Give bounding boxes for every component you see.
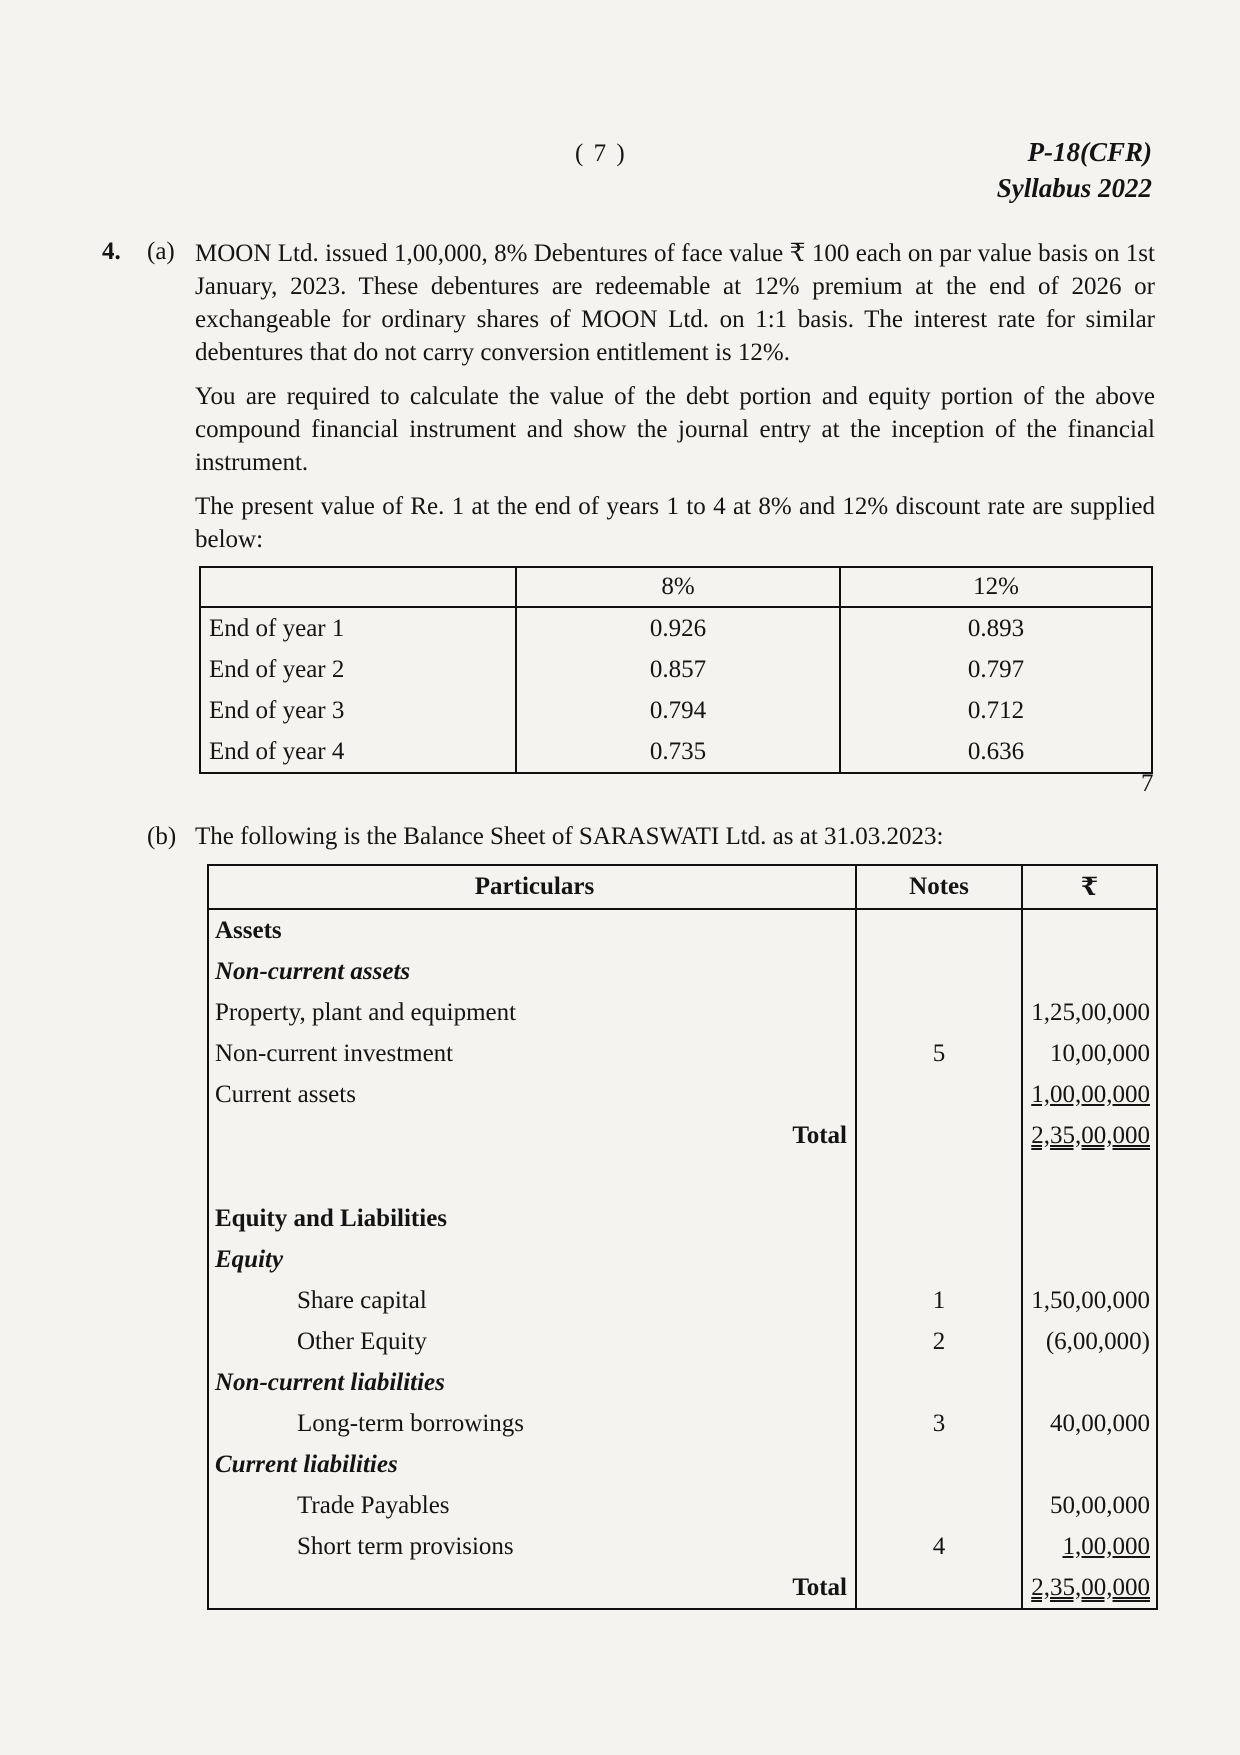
part-b-label: (b) — [147, 823, 177, 850]
noncurrent-liabilities-heading: Non-current liabilities — [208, 1362, 856, 1403]
current-assets-note — [856, 1074, 1022, 1115]
pv-header-8pct: 8% — [516, 567, 840, 607]
share-capital-label: Share capital — [208, 1280, 856, 1321]
question-number: 4. — [102, 238, 121, 265]
bs-header-row — [208, 865, 1157, 909]
table-row — [208, 1362, 1157, 1403]
pv-table-header — [200, 567, 1152, 607]
table-row — [208, 1156, 1157, 1198]
pv-year-label: End of year 3 — [200, 690, 516, 731]
balance-sheet-table — [207, 864, 1158, 1610]
assets-total-label: Total — [208, 1115, 856, 1156]
liab-total-label: Total — [208, 1567, 856, 1609]
stp-amount: 1,00,000 — [1062, 1532, 1150, 1560]
pv-value-8pct: 0.926 — [516, 607, 840, 649]
other-equity-label: Other Equity — [208, 1321, 856, 1362]
table-row — [208, 909, 1157, 951]
current-assets-label: Current assets — [208, 1074, 856, 1115]
bs-header-notes: Notes — [856, 865, 1022, 909]
other-equity-amount: (6,00,000) — [1022, 1321, 1157, 1362]
pv-value-12pct: 0.636 — [840, 731, 1152, 773]
paper-code: P-18(CFR) — [1027, 137, 1152, 167]
present-value-table — [199, 566, 1153, 774]
equity-liabilities-heading: Equity and Liabilities — [208, 1198, 856, 1239]
pv-value-8pct: 0.857 — [516, 649, 840, 690]
pv-value-8pct: 0.794 — [516, 690, 840, 731]
table-row — [208, 1239, 1157, 1280]
pv-value-8pct: 0.735 — [516, 731, 840, 773]
nci-amount: 10,00,000 — [1022, 1033, 1157, 1074]
table-row — [208, 1485, 1157, 1526]
pv-value-12pct: 0.797 — [840, 649, 1152, 690]
ltb-note: 3 — [856, 1403, 1022, 1444]
part-b-intro: The following is the Balance Sheet of SARASWATI Ltd. as at 31.03.2023: — [195, 823, 944, 850]
pv-value-12pct: 0.712 — [840, 690, 1152, 731]
marks-part-a: 7 — [1141, 770, 1154, 797]
equity-heading: Equity — [208, 1239, 856, 1280]
assets-total-amount: 2,35,00,000 — [1031, 1121, 1150, 1149]
stp-label: Short term provisions — [208, 1526, 856, 1567]
trade-payables-amount: 50,00,000 — [1022, 1485, 1157, 1526]
ppe-label: Property, plant and equipment — [208, 992, 856, 1033]
table-row — [208, 1403, 1157, 1444]
other-equity-note: 2 — [856, 1321, 1022, 1362]
table-row — [208, 1321, 1157, 1362]
paper-header — [997, 134, 1152, 206]
table-row — [208, 951, 1157, 992]
ltb-label: Long-term borrowings — [208, 1403, 856, 1444]
trade-payables-note — [856, 1485, 1022, 1526]
current-assets-amount: 1,00,00,000 — [1031, 1080, 1150, 1108]
table-row — [208, 1115, 1157, 1156]
pv-value-12pct: 0.893 — [840, 607, 1152, 649]
part-a-paragraph-2: You are required to calculate the value of the debt portion and equity portion of the above compound financial instrument and show the journal entry at the inception of the financial instrument. — [195, 383, 1155, 476]
table-row — [208, 1033, 1157, 1074]
ltb-amount: 40,00,000 — [1022, 1403, 1157, 1444]
nci-label: Non-current investment — [208, 1033, 856, 1074]
share-capital-amount: 1,50,00,000 — [1022, 1280, 1157, 1321]
ppe-note — [856, 992, 1022, 1033]
table-row — [208, 1526, 1157, 1567]
share-capital-note: 1 — [856, 1280, 1022, 1321]
pv-year-label: End of year 1 — [200, 607, 516, 649]
part-a-label: (a) — [147, 238, 175, 265]
pv-year-label: End of year 4 — [200, 731, 516, 773]
table-row — [200, 607, 1152, 649]
ppe-amount: 1,25,00,000 — [1022, 992, 1157, 1033]
table-row — [200, 690, 1152, 731]
part-a-paragraph-3: The present value of Re. 1 at the end of years 1 to 4 at 8% and 12% discount rate are supplied below: — [195, 493, 1155, 553]
noncurrent-assets-heading: Non-current assets — [208, 951, 856, 992]
table-row — [200, 731, 1152, 773]
table-row — [200, 649, 1152, 690]
pv-header-blank — [200, 567, 516, 607]
pv-header-12pct: 12% — [840, 567, 1152, 607]
table-row — [208, 1444, 1157, 1485]
liab-total-amount: 2,35,00,000 — [1031, 1573, 1150, 1601]
nci-note: 5 — [856, 1033, 1022, 1074]
table-row — [208, 1198, 1157, 1239]
page-number: ( 7 ) — [575, 140, 627, 167]
trade-payables-label: Trade Payables — [208, 1485, 856, 1526]
table-row — [208, 992, 1157, 1033]
syllabus-label: Syllabus 2022 — [996, 173, 1152, 203]
table-row — [208, 1567, 1157, 1609]
bs-header-amount: ₹ — [1022, 865, 1157, 909]
assets-heading: Assets — [208, 909, 856, 951]
part-a-paragraph-1: MOON Ltd. issued 1,00,000, 8% Debentures of face value ₹ 100 each on par value basis on 1st January, 2023. These debentures are redeemable at 12% premium at the end of 2026 or exchangeable for ordinary shares of MOON Ltd. on 1:1 basis. The interest rate for similar debentures that do not carry conversion entitlement is 12%. — [195, 240, 1155, 366]
pv-year-label: End of year 2 — [200, 649, 516, 690]
bs-header-particulars: Particulars — [208, 865, 856, 909]
stp-note: 4 — [856, 1526, 1022, 1567]
table-row — [208, 1280, 1157, 1321]
table-row — [208, 1074, 1157, 1115]
current-liabilities-heading: Current liabilities — [208, 1444, 856, 1485]
